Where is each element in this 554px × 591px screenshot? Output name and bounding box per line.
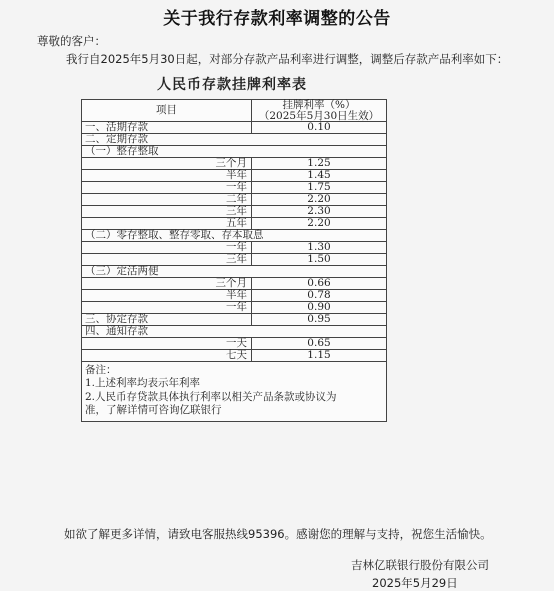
section-label: （二）零存整取、整存零取、存本取息 bbox=[82, 230, 387, 242]
table-row bbox=[82, 134, 387, 146]
notes-line: 2.人民币存贷款具体执行利率以相关产品条款或协议为 bbox=[85, 390, 337, 403]
row-label: 二年 bbox=[82, 194, 252, 206]
header-rate-line1: 挂牌利率（%） bbox=[282, 99, 356, 111]
row-label: 一天 bbox=[82, 338, 252, 350]
section-label: （一）整存整取 bbox=[82, 146, 387, 158]
notes-row bbox=[82, 362, 387, 422]
row-rate: 1.75 bbox=[252, 182, 387, 194]
section-label: （三）定活两便 bbox=[82, 266, 387, 278]
row-label: 三年 bbox=[82, 254, 252, 266]
row-rate: 0.66 bbox=[252, 278, 387, 290]
row-rate: 0.10 bbox=[252, 122, 387, 134]
section-label: 二、定期存款 bbox=[82, 134, 387, 146]
table-row bbox=[82, 218, 387, 230]
row-rate: 2.20 bbox=[252, 218, 387, 230]
table-row bbox=[82, 302, 387, 314]
row-rate: 0.65 bbox=[252, 338, 387, 350]
row-rate: 1.50 bbox=[252, 254, 387, 266]
notes-line: 1.上述利率均表示年利率 bbox=[85, 377, 201, 390]
row-label: 三年 bbox=[82, 206, 252, 218]
notes-heading: 备注： bbox=[85, 364, 117, 376]
table-row bbox=[82, 122, 387, 134]
signer: 吉林亿联银行股份有限公司 bbox=[351, 558, 489, 572]
table-row bbox=[82, 194, 387, 206]
table-row bbox=[82, 278, 387, 290]
table-header-row bbox=[82, 100, 387, 122]
row-label: 一年 bbox=[82, 182, 252, 194]
table-row bbox=[82, 314, 387, 326]
row-label: 三个月 bbox=[82, 158, 252, 170]
header-rate-line2: （2025年5月30日生效） bbox=[258, 109, 380, 122]
notice-title: 关于我行存款利率调整的公告 bbox=[163, 9, 391, 29]
row-rate: 2.30 bbox=[252, 206, 387, 218]
table-row bbox=[82, 290, 387, 302]
table-row bbox=[82, 170, 387, 182]
row-label: 七天 bbox=[82, 350, 252, 362]
closing-paragraph: 如欲了解更多详情，请致电客服热线95396。感谢您的理解与支持，祝您生活愉快。 bbox=[64, 527, 492, 541]
row-rate: 1.15 bbox=[252, 350, 387, 362]
header-item: 项目 bbox=[82, 100, 252, 122]
table-row bbox=[82, 338, 387, 350]
notice-date: 2025年5月29日 bbox=[372, 576, 458, 590]
table-row bbox=[82, 254, 387, 266]
table-row bbox=[82, 326, 387, 338]
row-rate: 2.20 bbox=[252, 194, 387, 206]
row-label: 五年 bbox=[82, 218, 252, 230]
row-label: 三、协定存款 bbox=[82, 314, 252, 326]
row-label: 一年 bbox=[82, 242, 252, 254]
row-label: 三个月 bbox=[82, 278, 252, 290]
rate-table bbox=[81, 99, 387, 422]
table-row bbox=[82, 242, 387, 254]
intro-paragraph: 我行自2025年5月30日起，对部分存款产品利率进行调整，调整后存款产品利率如下： bbox=[66, 52, 509, 66]
table-row bbox=[82, 146, 387, 158]
greeting: 尊敬的客户： bbox=[37, 34, 106, 48]
row-rate: 1.45 bbox=[252, 170, 387, 182]
table-row bbox=[82, 266, 387, 278]
row-label: 一年 bbox=[82, 302, 252, 314]
row-label: 半年 bbox=[82, 290, 252, 302]
row-rate: 1.30 bbox=[252, 242, 387, 254]
row-rate: 0.78 bbox=[252, 290, 387, 302]
table-row bbox=[82, 230, 387, 242]
notes-cell bbox=[82, 362, 387, 422]
row-rate: 0.90 bbox=[252, 302, 387, 314]
table-row bbox=[82, 206, 387, 218]
table-row bbox=[82, 158, 387, 170]
section-label: 四、通知存款 bbox=[82, 326, 387, 338]
row-label: 半年 bbox=[82, 170, 252, 182]
table-row bbox=[82, 350, 387, 362]
row-label: 一、活期存款 bbox=[82, 122, 252, 134]
row-rate: 0.95 bbox=[252, 314, 387, 326]
header-rate bbox=[252, 100, 387, 122]
notes-line: 准，了解详情可咨询亿联银行 bbox=[85, 404, 222, 417]
table-row bbox=[82, 182, 387, 194]
row-rate: 1.25 bbox=[252, 158, 387, 170]
table-title: 人民币存款挂牌利率表 bbox=[157, 77, 307, 93]
